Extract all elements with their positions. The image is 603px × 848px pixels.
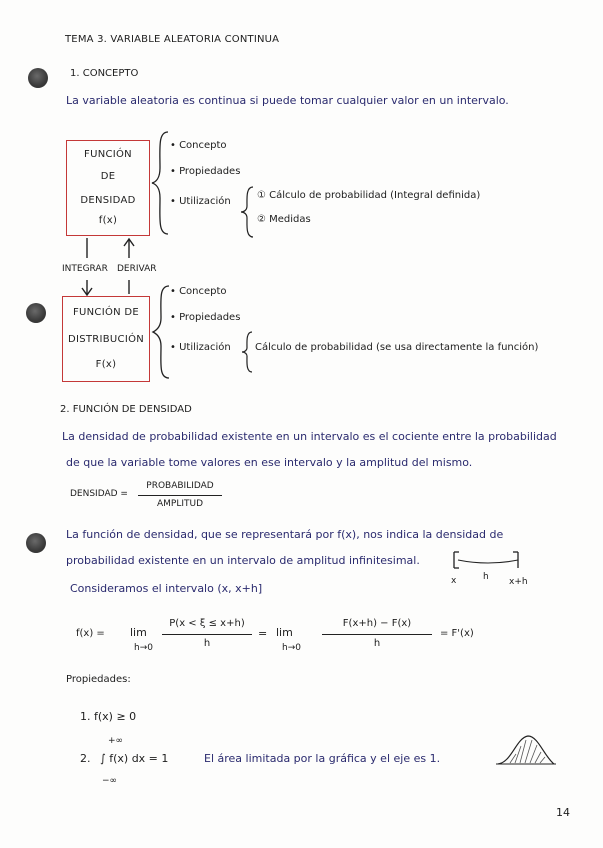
box2-line1: FUNCIÓN DE <box>72 307 140 318</box>
page-number: 14 <box>556 806 570 819</box>
box1-item-concepto: • Concepto <box>170 140 227 151</box>
eq-num1: P(x < ξ ≤ x+h) <box>169 618 245 629</box>
interval-xh-label: x+h <box>509 577 528 587</box>
density-formula-den: AMPLITUD <box>156 499 204 509</box>
eq-equals: = <box>258 627 268 640</box>
box2-sub-calculo: Cálculo de probabilidad (se usa directamente la función) <box>255 342 539 353</box>
density-function-box <box>66 140 150 236</box>
density-formula-left: DENSIDAD = <box>70 489 128 499</box>
eq-lim1: lim <box>130 626 147 639</box>
box2-item-concepto: • Concepto <box>170 286 227 297</box>
property-2-number: 2. <box>80 752 91 765</box>
box2-line3: F(x) <box>95 359 117 370</box>
box2-line2: DISTRIBUCIÓN <box>67 334 145 345</box>
eq-bar2 <box>322 634 432 635</box>
eq-lim2: lim <box>276 626 293 639</box>
property-1: 1. f(x) ≥ 0 <box>80 710 137 723</box>
punch-hole-top <box>28 68 48 88</box>
box1-line2: DE <box>100 171 116 182</box>
derivar-label: DERIVAR <box>117 264 157 274</box>
property-2-lower-limit: −∞ <box>102 776 118 786</box>
section1-text: La variable aleatoria es continua si puede tomar cualquier valor en un intervalo. <box>66 94 509 107</box>
properties-heading: Propiedades: <box>66 674 131 685</box>
section1-heading: 1. CONCEPTO <box>70 68 139 79</box>
eq-den2: h <box>373 638 381 649</box>
section2-line5: Consideramos el intervalo (x, x+h] <box>70 582 263 595</box>
density-formula-num: PROBABILIDAD <box>146 481 214 491</box>
box2-item-utilizacion: • Utilización <box>170 342 231 353</box>
interval-sketch <box>448 548 528 574</box>
property-2-upper-limit: +∞ <box>108 736 124 746</box>
brace-utilizacion2 <box>240 330 254 374</box>
section2-line2: de que la variable tome valores en ese intervalo y la amplitud del mismo. <box>66 456 473 469</box>
box2-item-propiedades: • Propiedades <box>170 312 241 323</box>
section2-line1: La densidad de probabilidad existente en un intervalo es el cociente entre la probabilidad <box>62 430 557 443</box>
box1-sub-medidas: ② Medidas <box>257 214 311 225</box>
box1-line3: DENSIDAD <box>80 195 136 206</box>
integrar-label: INTEGRAR <box>62 264 108 274</box>
section2-line3: La función de densidad, que se representará por f(x), nos indica la densidad de <box>66 528 504 541</box>
distribution-function-box <box>62 296 150 382</box>
box1-item-propiedades: • Propiedades <box>170 166 241 177</box>
section2-line4: probabilidad existente en un intervalo de amplitud infinitesimal. <box>66 554 420 567</box>
eq-num2: F(x+h) − F(x) <box>342 618 412 629</box>
interval-x-label: x <box>451 576 457 586</box>
density-formula-bar <box>138 495 222 496</box>
brace-box2 <box>150 282 172 382</box>
eq-fx: f(x) = <box>76 628 105 639</box>
property-2-text: El área limitada por la gráfica y el eje es 1. <box>204 752 441 765</box>
eq-result: = F'(x) <box>440 628 474 639</box>
page-title: TEMA 3. VARIABLE ALEATORIA CONTINUA <box>65 34 280 45</box>
eq-lim1-sub: h→0 <box>134 643 153 653</box>
section2-heading: 2. FUNCIÓN DE DENSIDAD <box>60 404 192 415</box>
eq-bar1 <box>162 634 252 635</box>
property-2-integral: ∫ f(x) dx = 1 <box>100 752 169 765</box>
box1-line1: FUNCIÓN <box>84 149 132 160</box>
eq-den1: h <box>203 638 211 649</box>
punch-hole-middle <box>26 303 46 323</box>
interval-h-label: h <box>483 572 489 582</box>
box1-item-utilizacion: • Utilización <box>170 196 231 207</box>
eq-lim2-sub: h→0 <box>282 643 301 653</box>
box1-sub-calculo: ① Cálculo de probabilidad (Integral definida) <box>257 190 481 201</box>
brace-box1 <box>148 128 172 238</box>
bell-curve-sketch <box>494 732 558 768</box>
punch-hole-lower <box>26 533 46 553</box>
box1-line4: f(x) <box>98 215 118 226</box>
brace-utilizacion1 <box>238 184 256 240</box>
